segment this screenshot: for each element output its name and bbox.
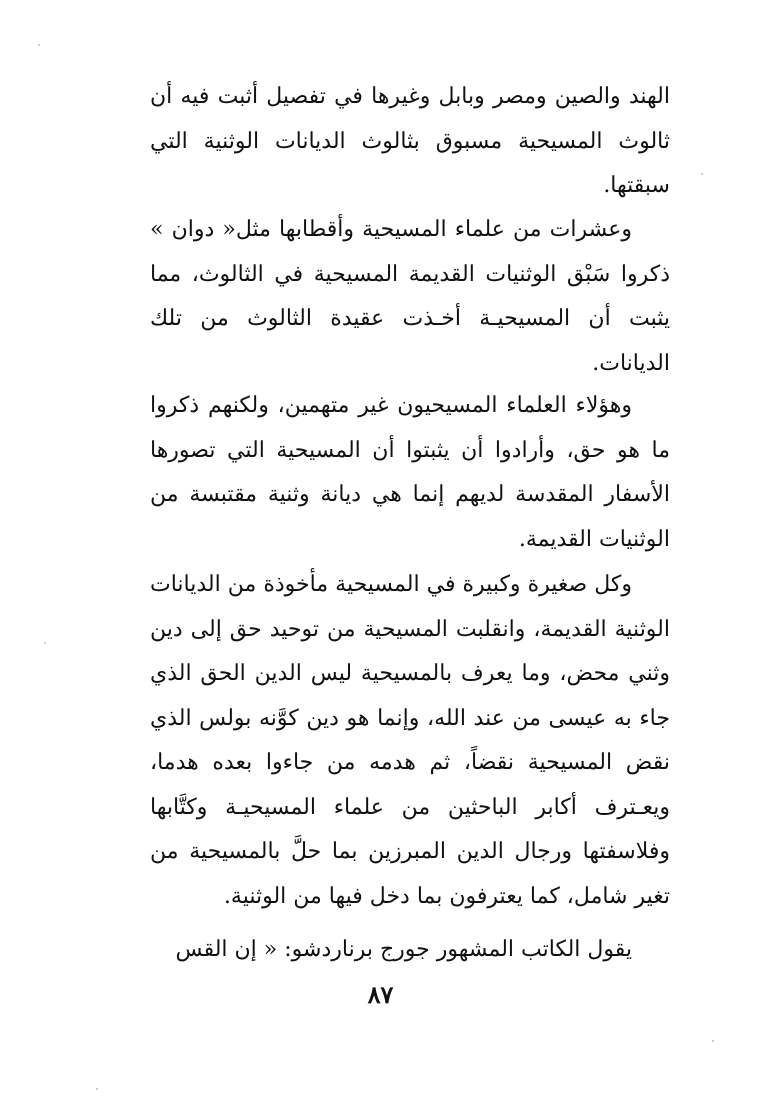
scan-speck	[701, 173, 703, 175]
paragraph-quote-start	[150, 928, 670, 973]
scan-speck	[712, 1040, 714, 1042]
paragraph-2: وعشرات من علماء المسيحية وأقطابها مثل« دوان » ذكروا سَبْق الوثنيات القديمة المسيحية في الثالوث، مما يثبت أن المسيحيـة أخـذت عقيدة الثالوث من تلك الديانات.	[150, 217, 670, 376]
paragraph-pagan-origins	[150, 563, 670, 919]
paragraph-scholars	[150, 208, 670, 386]
paragraph-5: يقول الكاتب المشهور جورج برناردشو: « إن القس	[175, 937, 632, 962]
scan-speck	[38, 44, 40, 46]
paragraph-4: وكل صغيرة وكبيرة في المسيحية مأخوذة من الديانات الوثنية القديمة، وانقلبت المسيحية من توحيد حق إلى دين وثني محض، وما يعرف بالمسيحية ليس الدين الحق الذي جاء به عيسى من عند الله، وإنما هو دين كوَّنه بولس الذي نقض المسيحية نقضاً، ثم هدمه من جاءوا بعده هدما، ويعـترف أكابر الباحثين من علماء المسيحيـة وكتَّابها وفلاسفتها ورجال الدين المبرزين بما حلَّ بالمسيحية من تغير شامل، كما يعترفون بما دخل فيها من الوثنية.	[150, 572, 670, 909]
paragraph-3: وهؤلاء العلماء المسيحيون غير متهمين، ولكنهم ذكروا ما هو حق، وأرادوا أن يثبتوا أن المسيحية التي تصورها الأسفار المقدسة لديهم إنما هي ديانة وثنية مقتبسة من الوثنيات القديمة.	[150, 393, 670, 552]
paragraph-1: الهند والصين ومصر وبابل وغيرها في تفصيل أثبت فيه أن ثالوث المسيحية مسبوق بثالوث الديانات الوثنية التي سبقتها.	[150, 84, 670, 198]
paragraph-not-accused	[150, 384, 670, 562]
scan-speck	[44, 642, 46, 644]
scan-speck	[96, 1088, 98, 1090]
page-number: ٨٧	[367, 980, 394, 1009]
paragraph-continuation	[150, 75, 670, 209]
